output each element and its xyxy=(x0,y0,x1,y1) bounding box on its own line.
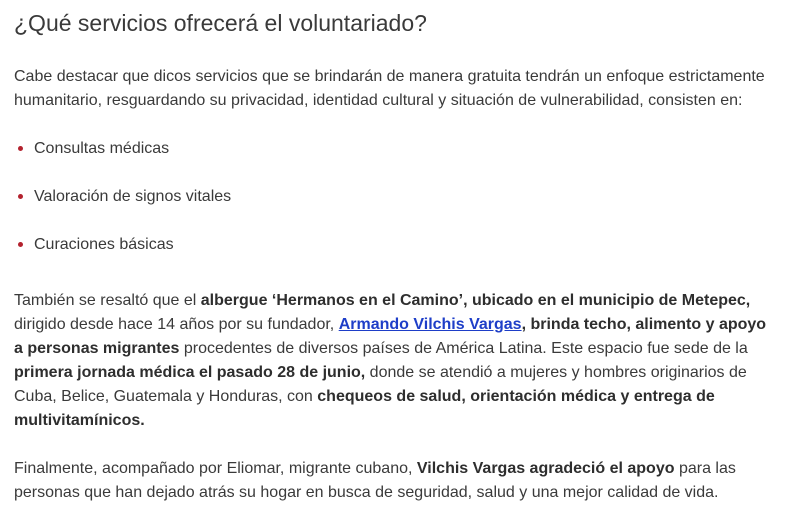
list-item-label: Curaciones básicas xyxy=(34,236,174,253)
services-list xyxy=(14,137,231,281)
bullet-icon xyxy=(18,194,23,199)
closing-paragraph xyxy=(14,457,774,505)
bold-text: , brinda techo, alimento y apoyo a personas migrantes xyxy=(14,316,767,357)
bullet-icon xyxy=(18,242,23,247)
shelter-paragraph xyxy=(14,289,774,433)
list-item xyxy=(14,185,231,233)
text-span: para las personas que han dejado atrás su hogar en busca de seguridad, salud y una mejor calidad de vida. xyxy=(14,460,736,501)
text-span: procedentes de diversos países de América Latina. Este espacio fue sede de la xyxy=(179,340,748,357)
bold-text: Vilchis Vargas agradeció el apoyo xyxy=(416,460,675,477)
bold-text: primera jornada médica el pasado 28 de junio, xyxy=(14,364,366,381)
founder-link[interactable]: Armando Vilchis Vargas xyxy=(338,316,522,333)
bold-text: chequeos de salud, orientación médica y entrega de multivitamínicos. xyxy=(14,388,715,429)
bold-text: albergue ‘Hermanos en el Camino’, ubicado en el municipio de Metepec, xyxy=(200,292,751,309)
list-item-label: Valoración de signos vitales xyxy=(34,188,232,205)
section-heading: ¿Qué servicios ofrecerá el voluntariado? xyxy=(14,10,427,36)
list-item xyxy=(14,233,231,281)
list-item-label: Consultas médicas xyxy=(34,140,170,157)
text-span: Finalmente, acompañado por Eliomar, migrante cubano, xyxy=(14,460,417,477)
text-span: dirigido desde hace 14 años por su fundador, xyxy=(14,316,339,333)
text-span: donde se atendió a mujeres y hombres originarios de Cuba, Belice, Guatemala y Honduras, con xyxy=(14,364,747,405)
list-item xyxy=(14,137,231,185)
bullet-icon xyxy=(18,146,23,151)
text-span: También se resaltó que el xyxy=(14,292,201,309)
intro-paragraph: Cabe destacar que dicos servicios que se brindarán de manera gratuita tendrán un enfoque estrictamente humanitario, resguardando su privacidad, identidad cultural y situación de vulnerabilidad, consisten en: xyxy=(14,68,765,109)
